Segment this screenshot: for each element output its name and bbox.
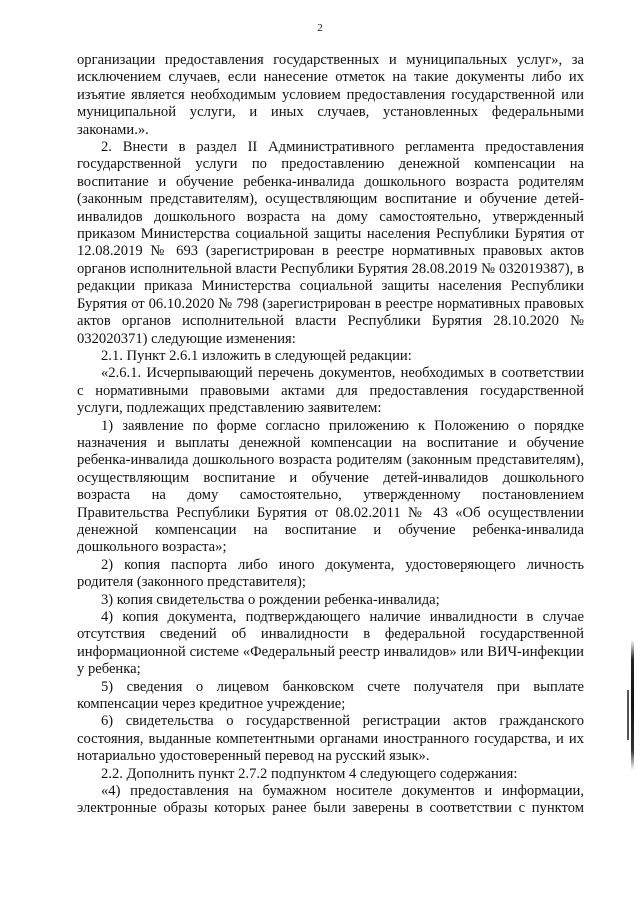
list-item-1: 1) заявление по форме согласно приложению к Положению о порядке назначения и выплаты денежной компенсации на воспитание и обучение ребенка-инвалида дошкольного возраста родителям (законным представителям), осуществляющим воспитание и обучение детей-инвалидов дошкольного возраста на дому самостоятельно, утвержденному постановлением Правительства Республики Бурятия от 08.02.2011 № 43 «Об осуществлении денежной компенсации на воспитание и обучение ребенка-инвалида дошкольного возраста»; [77,417,584,556]
document-body [77,52,584,818]
scan-edge-mark [631,640,634,770]
paragraph-2-2: 2.2. Дополнить пункт 2.7.2 подпунктом 4 следующего содержания: [101,765,518,782]
list-item-5: 5) сведения о лицевом банковском счете получателя при выплате компенсации через кредитное учреждение; [77,678,584,713]
paragraph-2-1: 2.1. Пункт 2.6.1 изложить в следующей редакции: [101,347,412,364]
scan-edge-mark-secondary [627,690,629,740]
list-item-4: 4) копия документа, подтверждающего наличие инвалидности в случае отсутствия сведений об инвалидности в федеральной государственной информационной системе «Федеральный реестр инвалидов» или ВИЧ-инфекции у ребенка; [77,609,584,678]
paragraph-section-2: 2. Внести в раздел II Административного регламента предоставления государственной услуги по предоставлению денежной компенсации на воспитание и обучение ребенка-инвалида дошкольного возраста родителям (законным представителям), осуществляющим воспитание и обучение детей-инвалидов дошкольного возраста на дому самостоятельно, утвержденный приказом Министерства социальной защиты населения Республики Бурятия от 12.08.2019 № 693 (зарегистрирован в реестре нормативных правовых актов органов исполнительной власти Республики Бурятия 28.08.2019 № 032019387), в редакции приказа Министерства социальной защиты населения Республики Бурятия от 06.10.2020 № 798 (зарегистрирован в реестре нормативных правовых актов органов исполнительной власти Республики Бурятия 28.10.2020 № 032020371) следующие изменения: [77,139,584,347]
page-number: 2 [317,22,323,34]
paragraph-item-4-new: «4) предоставления на бумажном носителе документов и информации, электронные образы которых ранее были заверены в соответствии с пунктом [77,783,584,817]
list-item-3: 3) копия свидетельства о рождении ребенка-инвалида; [101,591,440,608]
list-item-2: 2) копия паспорта либо иного документа, удостоверяющего личность родителя (законного представителя); [77,556,584,591]
list-item-6: 6) свидетельства о государственной регистрации актов гражданского состояния, выданные компетентными органами иностранного государства, и их нотариально удостоверенный перевод на русский язык». [77,713,584,765]
paragraph-2-6-1: «2.6.1. Исчерпывающий перечень документов, необходимых в соответствии с нормативными правовыми актами для предоставления государственной услуги, подлежащих представлению заявителем: [77,365,584,417]
paragraph-continuation: организации предоставления государственных и муниципальных услуг», за исключением случаев, если нанесение отметок на такие документы либо их изъятие является необходимым условием предоставления государственной или муниципальной услуги, и иных случаев, установленных федеральными законами.». [77,52,584,138]
